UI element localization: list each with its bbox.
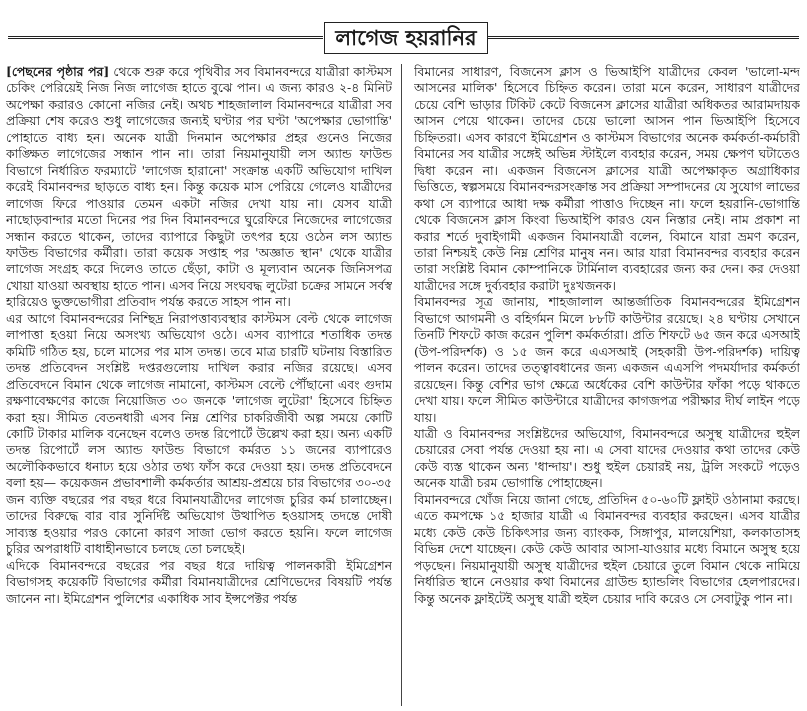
continuation-ref: [পেছনের পৃষ্ঠার পর] xyxy=(6,64,110,79)
paragraph-text: বিমানবন্দরে খোঁজ নিয়ে জানা গেছে, প্রতিদিন ৫০-৬০টি ফ্লাইট ওঠানামা করছে। এতে কমপক্ষে ১৫ হাজার যাত্রী এ বিমানবন্দর ব্যবহার করছেন। এসব যাত্রীর মধ্যে কেউ কেউ চিকিৎসার জন্য ব্যাংকক, সিঙ্গাপুর, মালয়েশিয়া, কলকাতাসহ বিভিন্ন দেশে যাচ্ছেন। কেউ কেউ আবার আসা-যাওয়ার মধ্যে বিমানে অসুস্থ হয়ে পড়ছেন। নিয়মানুযায়ী অসুস্থ যাত্রীদের হুইল চেয়ারে তুলে বিমান থেকে নামিয়ে নির্ধারিত স্থানে নেওয়ার কথা বিমানের গ্রাউন্ড হ্যান্ডলিং বিভাগের হেলপারদের। কিন্তু অনেক ফ্লাইটেই অসুস্থ যাত্রী হুইল চেয়ার দাবি করেও সে সেবাটুকু পান না। xyxy=(414,491,800,606)
paragraph xyxy=(414,294,800,426)
headline-rule-left xyxy=(8,36,323,39)
paragraph-text: যাত্রী ও বিমানবন্দর সংশ্লিষ্টদের অভিযোগ, বিমানবন্দরে অসুস্থ যাত্রীদের হুইল চেয়ারের সেবা পর্যন্ত দেওয়া হয় না। এ সেবা যাদের দেওয়ার কথা তাদের কেউ কেউ ব্যস্ত থাকেন অন্য 'ধান্দায়'। শুধু হুইল চেয়ারই নয়, ট্রলি সংকটে পড়েও অনেক যাত্রী চরম ভোগান্তি পোহাচ্ছেন। xyxy=(414,425,800,491)
paragraph xyxy=(6,64,392,311)
paragraph-text: বিমানের সাধারণ, বিজনেস ক্লাস ও ভিআইপি যাত্রীদের কেবল 'ভালো-মন্দ আসনের মালিক' হিসেবে চিহ্নিত করেন। তারা মনে করেন, সাধারণ যাত্রীদের চেয়ে বেশি ভাড়ার টিকিট কেটে বিজনেস ক্লাসের যাত্রীরা অধিকতর আরামদায়ক আসন পেয়ে থাকেন। তাদের চেয়ে ভালো আসন পান ভিআইপি হিসেবে চিহ্নিতরা। এসব কারণে ইমিগ্রেশন ও কাস্টমস বিভাগের অনেক কর্মকর্তা-কর্মচারী বিমানের সব যাত্রীর সঙ্গেই অভিন্ন স্টাইলে ব্যবহার করেন, সময় ক্ষেপণ ঘটাতেও দ্বিধা করেন না। একজন বিজনেস ক্লাসের যাত্রী অপেক্ষাকৃত অগ্রাধিকার ভিত্তিতে, স্বল্পসময়ে বিমানবন্দরসংক্রান্ত সব প্রক্রিয়া সম্পাদনের যে সুযোগ লাভের কথা সে ব্যাপারে আধা দক্ষ কর্মীরা পাত্তাও দিচ্ছেন না। ফলে হয়রানি-ভোগান্তি থেকে বিজনেস ক্লাস কিংবা ভিআইপি কারও যেন নিস্তার নেই। নাম প্রকাশ না করার শর্তে দুবাইগামী একজন বিমানযাত্রী বলেন, বিমানে যারা ভ্রমণ করেন, তারা নিশ্চয়ই কেউ নিম্ন শ্রেণির মানুষ নন। আর যারা বিমানবন্দর ব্যবহার করেন তারা সংশ্লিষ্ট বিমান কোম্পানিকে টার্মিনাল ব্যবহারের জন্য কর দেন। কর দেওয়া যাত্রীদের সঙ্গে দুর্ব্যবহার করাটা দুঃখজনক। xyxy=(414,64,800,293)
paragraph xyxy=(414,426,800,492)
article-column-right xyxy=(414,64,800,709)
paragraph xyxy=(414,64,800,294)
paragraph-text: এর আগে বিমানবন্দরের নিশ্ছিদ্র নিরাপত্তাব্যবস্থার কাস্টমস বেল্ট থেকে লাগেজ লাপাত্তা হওয়া নিয়ে অসংখ্য অভিযোগ ওঠে। এসব ব্যাপারে শতাধিক তদন্ত কমিটি গঠিত হয়, চলে মাসের পর মাস তদন্ত। তবে মাত্র চারটি ঘটনায় বিস্তারিত তদন্ত প্রতিবেদন সংশ্লিষ্ট দপ্তরগুলোয় দাখিল করার নজির রয়েছে। এসব প্রতিবেদনে বিমান থেকে লাগেজ নামানো, কাস্টমস বেল্টে পৌঁছানো এবং গুদাম রক্ষণাবেক্ষণের কাজে নিয়োজিত ৩০ জনকে 'লাগেজ লুটেরা' হিসেবে চিহ্নিত করা হয়। সীমিত বেতনধারী এসব নিম্ন শ্রেণির চাকরিজীবী অল্প সময়ে কোটি কোটি টাকার মালিক বনেছেন বলেও তদন্ত রিপোর্টে উল্লেখ করা হয়। অন্য একটি তদন্ত রিপোর্টে লস অ্যান্ড ফাউন্ড বিভাগে কর্মরত ১১ জনের ব্যাপারেও অলৌকিকভাবে ধনাঢ্য হয়ে ওঠার তথ্য ফাঁস করে দেওয়া হয়। তদন্ত প্রতিবেদনে বলা হয়— কয়েকজন প্রভাবশালী কর্মকর্তার আশ্রয়-প্রশ্রয়ে চার বিভাগের ৩০-৩৫ জন ব্যক্তি বছরের পর বছর ধরে বিমানযাত্রীদের লাগেজ চুরির কর্ম চালাচ্ছেন। তাদের বিরুদ্ধে বার বার সুনির্দিষ্ট অভিযোগ উত্থাপিত হওয়াসহ তদন্তে দোষী সাব্যস্ত হওয়ার পরও কোনো কারণ সাজা ভোগ করতে হয়নি। ফলে লাগেজ চুরির অপরাধটি বাধাহীনভাবে চলছে তো চলছেই। xyxy=(6,310,392,557)
column-divider xyxy=(401,64,402,706)
paragraph xyxy=(6,311,392,558)
article-column-left xyxy=(6,64,392,709)
headline-rule-right xyxy=(487,36,799,39)
headline: লাগেজ হয়রানির xyxy=(324,22,488,54)
paragraph xyxy=(6,558,392,607)
paragraph-text: থেকে শুরু করে পৃথিবীর সব বিমানবন্দরে যাত্রীরা কাস্টমস চেকিং পেরিয়েই নিজ নিজ লাগেজ হাতে বুঝে পান। এ জন্য কারও ২-৪ মিনিট অপেক্ষা করারও কোনো নজির নেই। অথচ শাহজালাল বিমানবন্দরে যাত্রীরা সব প্রক্রিয়া শেষ করেও শুধু লাগেজের জন্যই ঘণ্টার পর ঘণ্টা 'অপেক্ষার ভোগান্তি' পোহাতে বাধ্য হন। অনেক যাত্রী দিনমান অপেক্ষার প্রহর গুনেও নিজের কাঙ্ক্ষিত লাগেজের সন্ধান পান না। তারা নিয়মানুযায়ী লস অ্যান্ড ফাউন্ড বিভাগে নির্ধারিত ফরম্যাটে 'লাগেজ হারানো' সংক্রান্ত একটি অভিযোগ দাখিল করেই বিমানবন্দর ছাড়তে বাধ্য হন। কিন্তু কয়েক মাস পেরিয়ে গেলেও যাত্রীদের লাগেজ ফিরে পাওয়ার তেমন একটা নজির দেখা যায় না। যেসব যাত্রী নাছোড়বান্দার মতো দিনের পর দিন বিমানবন্দরে ঘুরেফিরে নিজেদের লাগেজের সন্ধান করতে থাকেন, তাদের ব্যাপারে কিছুটা তৎপর হয়ে ওঠেন লস অ্যান্ড ফাউন্ড বিভাগের কর্মীরা। তারা কয়েক সপ্তাহ পর 'অজ্ঞাত স্থান' থেকে যাত্রীর লাগেজ সংগ্রহ করে দিলেও তাতে ছেঁড়া, কাটা ও মূল্যবান অনেক জিনিসপত্র খোয়া যাওয়া অবস্থায় হাতে পান। এসব নিয়ে সংঘবদ্ধ লুটেরা চক্রের সামনে সর্বস্ব হারিয়েও ভুক্তভোগীরা প্রতিবাদ পর্যন্ত করতে সাহস পান না। xyxy=(6,64,392,310)
paragraph xyxy=(414,492,800,607)
paragraph-text: এদিকে বিমানবন্দরে বছরের পর বছর ধরে দায়িত্ব পালনকারী ইমিগ্রেশন বিভাগসহ কয়েকটি বিভাগের কর্মীরা বিমানযাত্রীদের শ্রেণিভেদের বিষয়টি পর্যন্ত জানেন না। ইমিগ্রেশন পুলিশের একাধিক সাব ইন্সপেক্টর পর্যন্ত xyxy=(6,557,392,606)
paragraph-text: বিমানবন্দর সূত্র জানায়, শাহজালাল আন্তর্জাতিক বিমানবন্দরের ইমিগ্রেশন বিভাগে আগমনী ও বহির্গমন মিলে ৮৮টি কাউন্টার রয়েছে। ২৪ ঘণ্টায় সেখানে তিনটি শিফটে কাজ করেন পুলিশ কর্মকর্তারা। প্রতি শিফটে ৬৫ জন করে এসআই (উপ-পরিদর্শক) ও ১৫ জন করে এএসআই (সহকারী উপ-পরিদর্শক) দায়িত্ব পালন করেন। তাদের তত্ত্বাবধানের জন্য একজন এএসপি পদমর্যাদার কর্মকর্তা রয়েছেন। কিন্তু বেশির ভাগ ক্ষেত্রে অর্ধেকের বেশি কাউন্টার ফাঁকা পড়ে থাকতে দেখা যায়। ফলে সীমিত কাউন্টারে যাত্রীদের কাগজপত্র পরীক্ষার দীর্ঘ লাইন পড়ে যায়। xyxy=(414,294,800,425)
